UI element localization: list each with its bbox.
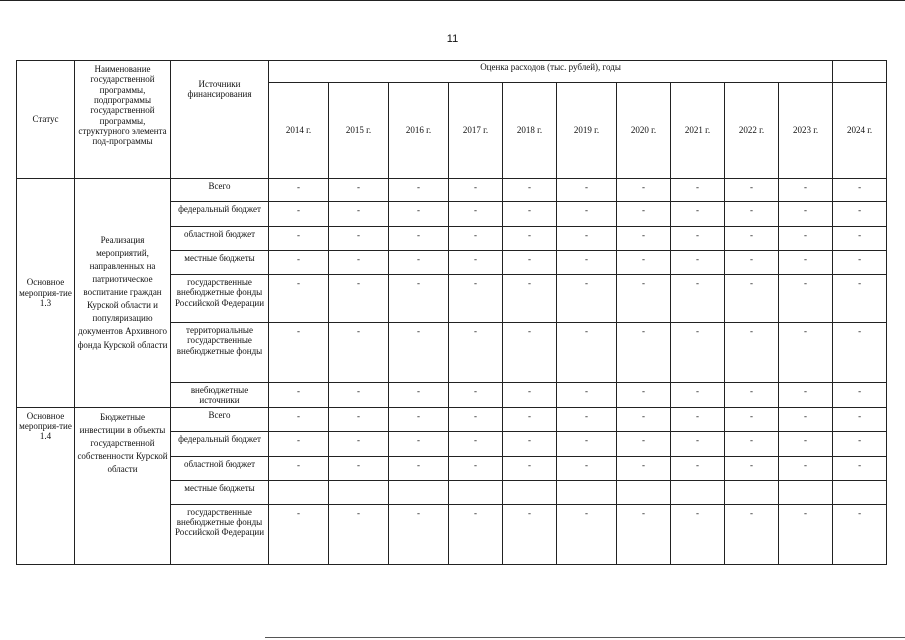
value-cell: - <box>557 431 617 456</box>
value-cell: - <box>269 202 329 227</box>
header-year: 2019 г. <box>557 83 617 179</box>
source-cell: внебюджетные источники <box>171 383 269 408</box>
source-cell: государственные внебюджетные фонды Российской Федерации <box>171 275 269 323</box>
value-cell: - <box>557 227 617 251</box>
value-cell: - <box>329 251 389 275</box>
value-cell: - <box>389 407 449 431</box>
value-cell: - <box>449 179 503 202</box>
value-cell: - <box>503 504 557 564</box>
value-cell: - <box>269 456 329 480</box>
value-cell: - <box>503 251 557 275</box>
value-cell: - <box>617 431 671 456</box>
source-cell: федеральный бюджет <box>171 202 269 227</box>
value-cell: - <box>503 456 557 480</box>
value-cell: - <box>833 251 887 275</box>
value-cell: - <box>779 251 833 275</box>
value-cell: - <box>779 456 833 480</box>
value-cell <box>557 480 617 504</box>
value-cell: - <box>269 323 329 383</box>
value-cell: - <box>725 202 779 227</box>
header-status: Статус <box>17 61 75 179</box>
value-cell: - <box>617 323 671 383</box>
value-cell: - <box>557 456 617 480</box>
value-cell: - <box>329 431 389 456</box>
value-cell: - <box>389 202 449 227</box>
value-cell: - <box>449 227 503 251</box>
value-cell: - <box>329 179 389 202</box>
value-cell: - <box>779 275 833 323</box>
value-cell: - <box>617 407 671 431</box>
value-cell: - <box>833 431 887 456</box>
value-cell: - <box>833 275 887 323</box>
value-cell: - <box>449 504 503 564</box>
value-cell: - <box>833 323 887 383</box>
expenditure-table <box>16 60 887 565</box>
value-cell: - <box>449 407 503 431</box>
source-cell: местные бюджеты <box>171 251 269 275</box>
value-cell: - <box>329 227 389 251</box>
source-cell: областной бюджет <box>171 456 269 480</box>
value-cell: - <box>617 383 671 408</box>
value-cell: - <box>389 383 449 408</box>
value-cell: - <box>269 251 329 275</box>
header-year: 2015 г. <box>329 83 389 179</box>
value-cell: - <box>557 323 617 383</box>
value-cell: - <box>725 407 779 431</box>
value-cell: - <box>617 251 671 275</box>
value-cell: - <box>557 504 617 564</box>
header-year: 2020 г. <box>617 83 671 179</box>
value-cell <box>503 480 557 504</box>
value-cell: - <box>389 431 449 456</box>
value-cell: - <box>779 227 833 251</box>
value-cell: - <box>503 179 557 202</box>
value-cell: - <box>389 323 449 383</box>
value-cell: - <box>269 504 329 564</box>
value-cell: - <box>725 227 779 251</box>
value-cell: - <box>671 323 725 383</box>
value-cell: - <box>557 179 617 202</box>
value-cell: - <box>725 179 779 202</box>
table-row <box>17 179 887 202</box>
value-cell: - <box>671 431 725 456</box>
value-cell: - <box>449 251 503 275</box>
header-sources: Источники финансирования <box>171 61 269 179</box>
header-estimate: Оценка расходов (тыс. рублей), годы <box>269 61 833 83</box>
value-cell: - <box>725 275 779 323</box>
value-cell <box>449 480 503 504</box>
value-cell <box>389 480 449 504</box>
source-cell: областной бюджет <box>171 227 269 251</box>
value-cell: - <box>779 407 833 431</box>
header-year: 2016 г. <box>389 83 449 179</box>
value-cell: - <box>833 179 887 202</box>
value-cell: - <box>329 407 389 431</box>
name-cell: Реализация мероприятий, направленных на патриотическое воспитание граждан Курской области и популяризацию документов Архивного фонда Курской области <box>75 179 171 408</box>
value-cell: - <box>503 202 557 227</box>
value-cell: - <box>269 431 329 456</box>
value-cell: - <box>671 383 725 408</box>
header-year: 2024 г. <box>833 83 887 179</box>
header-blank-cell <box>833 61 887 83</box>
source-cell: местные бюджеты <box>171 480 269 504</box>
value-cell <box>833 480 887 504</box>
value-cell: - <box>725 456 779 480</box>
value-cell: - <box>833 456 887 480</box>
value-cell: - <box>269 407 329 431</box>
source-cell: государственные внебюджетные фонды Российской Федерации <box>171 504 269 564</box>
value-cell: - <box>725 383 779 408</box>
source-cell: федеральный бюджет <box>171 431 269 456</box>
value-cell: - <box>617 179 671 202</box>
value-cell <box>725 480 779 504</box>
value-cell: - <box>617 504 671 564</box>
value-cell <box>671 480 725 504</box>
value-cell: - <box>671 407 725 431</box>
value-cell: - <box>329 202 389 227</box>
value-cell <box>779 480 833 504</box>
status-cell: Основное мероприя-тие 1.3 <box>17 179 75 408</box>
value-cell: - <box>557 202 617 227</box>
value-cell: - <box>779 179 833 202</box>
value-cell: - <box>269 383 329 408</box>
value-cell: - <box>779 202 833 227</box>
value-cell: - <box>503 383 557 408</box>
value-cell: - <box>833 202 887 227</box>
value-cell: - <box>725 504 779 564</box>
source-cell: Всего <box>171 407 269 431</box>
value-cell: - <box>833 227 887 251</box>
header-year: 2018 г. <box>503 83 557 179</box>
value-cell: - <box>503 407 557 431</box>
header-year: 2021 г. <box>671 83 725 179</box>
value-cell: - <box>779 383 833 408</box>
value-cell: - <box>449 383 503 408</box>
value-cell: - <box>389 251 449 275</box>
value-cell: - <box>269 275 329 323</box>
header-year: 2014 г. <box>269 83 329 179</box>
value-cell: - <box>833 504 887 564</box>
value-cell: - <box>389 179 449 202</box>
header-name: Наименование государственной программы, подпрограммы государственной программы, структурного элемента под-программы <box>75 61 171 179</box>
value-cell: - <box>617 202 671 227</box>
value-cell: - <box>671 202 725 227</box>
bottom-border-line <box>265 637 905 638</box>
page-number: 11 <box>446 33 459 45</box>
value-cell: - <box>269 179 329 202</box>
header-year: 2022 г. <box>725 83 779 179</box>
value-cell: - <box>449 456 503 480</box>
value-cell: - <box>617 456 671 480</box>
value-cell: - <box>503 431 557 456</box>
value-cell: - <box>449 275 503 323</box>
value-cell <box>269 480 329 504</box>
value-cell <box>329 480 389 504</box>
value-cell: - <box>779 431 833 456</box>
value-cell: - <box>671 504 725 564</box>
value-cell: - <box>617 275 671 323</box>
status-cell: Основное мероприя-тие 1.4 <box>17 407 75 564</box>
value-cell: - <box>329 504 389 564</box>
value-cell: - <box>779 323 833 383</box>
value-cell: - <box>557 251 617 275</box>
value-cell: - <box>449 323 503 383</box>
value-cell: - <box>329 383 389 408</box>
value-cell: - <box>269 227 329 251</box>
name-cell: Бюджетные инвестиции в объекты государственной собственности Курской области <box>75 407 171 564</box>
value-cell: - <box>617 227 671 251</box>
value-cell: - <box>671 227 725 251</box>
value-cell: - <box>671 456 725 480</box>
value-cell: - <box>779 504 833 564</box>
value-cell: - <box>449 202 503 227</box>
value-cell: - <box>557 275 617 323</box>
value-cell: - <box>329 275 389 323</box>
value-cell: - <box>329 456 389 480</box>
value-cell <box>617 480 671 504</box>
value-cell: - <box>557 383 617 408</box>
value-cell: - <box>671 251 725 275</box>
value-cell: - <box>833 383 887 408</box>
value-cell: - <box>389 227 449 251</box>
value-cell: - <box>557 407 617 431</box>
header-year: 2023 г. <box>779 83 833 179</box>
value-cell: - <box>449 431 503 456</box>
source-cell: Всего <box>171 179 269 202</box>
value-cell: - <box>671 179 725 202</box>
value-cell: - <box>833 407 887 431</box>
value-cell: - <box>503 275 557 323</box>
value-cell: - <box>389 275 449 323</box>
value-cell: - <box>725 431 779 456</box>
value-cell: - <box>389 504 449 564</box>
value-cell: - <box>671 275 725 323</box>
value-cell: - <box>503 323 557 383</box>
value-cell: - <box>329 323 389 383</box>
source-cell: территориальные государственные внебюджетные фонды <box>171 323 269 383</box>
value-cell: - <box>725 323 779 383</box>
header-year: 2017 г. <box>449 83 503 179</box>
value-cell: - <box>389 456 449 480</box>
top-border-line <box>0 0 905 1</box>
table-row <box>17 407 887 431</box>
value-cell: - <box>725 251 779 275</box>
value-cell: - <box>503 227 557 251</box>
